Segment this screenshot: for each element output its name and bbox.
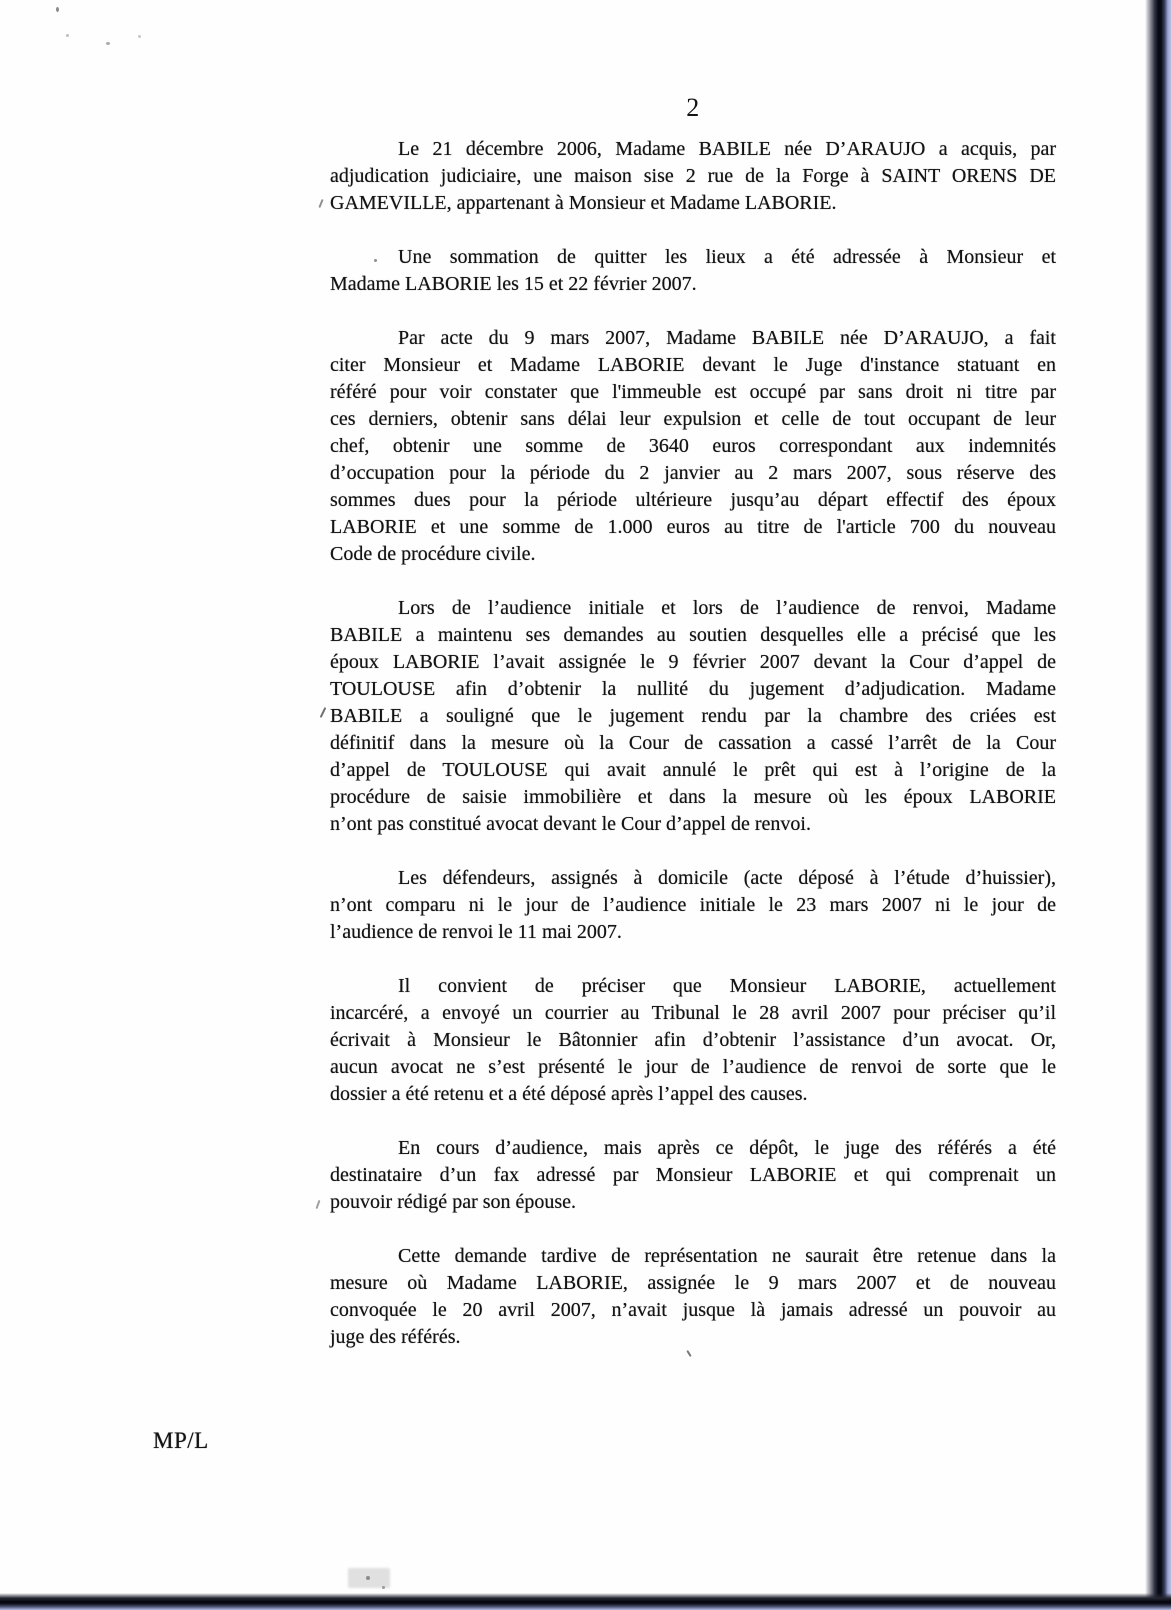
text-line: Lors de l’audience initiale et lors de l’audience de renvoi, Madame xyxy=(398,597,1056,619)
page-number: 2 xyxy=(686,93,700,122)
paragraph xyxy=(330,1135,1056,1216)
text-line: d’occupation pour la période du 2 janvier au 2 mars 2007, sous réserve des xyxy=(330,462,1056,484)
text-line: d’appel de TOULOUSE qui avait annulé le prêt qui est à l’origine de la xyxy=(330,759,1056,781)
text-line: aucun avocat ne s’est présenté le jour de l’audience de renvoi de sorte que le xyxy=(330,1056,1056,1078)
text-line: ces derniers, obtenir sans délai leur expulsion et celle de tout occupant de leur xyxy=(330,408,1056,430)
text-line: BABILE a maintenu ses demandes au soutien desquelles elle a précisé que les xyxy=(330,624,1056,646)
paragraph xyxy=(330,325,1056,568)
text-line: n’ont pas constitué avocat devant le Cour d’appel de renvoi. xyxy=(330,813,811,835)
text-line: mesure où Madame LABORIE, assignée le 9 mars 2007 et de nouveau xyxy=(330,1272,1056,1294)
scan-artifact xyxy=(348,1568,390,1588)
scan-artifact xyxy=(106,42,110,45)
text-line: pouvoir rédigé par son épouse. xyxy=(330,1191,577,1213)
scan-artifact xyxy=(382,1586,385,1589)
paragraph xyxy=(330,244,1056,298)
text-line: Cette demande tardive de représentation ne saurait être retenue dans la xyxy=(398,1245,1056,1267)
text-line: Les défendeurs, assignés à domicile (acte déposé à l’étude d’huissier), xyxy=(398,867,1056,889)
paragraph xyxy=(330,973,1056,1108)
text-line: Madame LABORIE les 15 et 22 février 2007. xyxy=(330,273,697,295)
text-line: chef, obtenir une somme de 3640 euros correspondant aux indemnités xyxy=(330,435,1056,457)
paragraph xyxy=(330,865,1056,946)
text-line: dossier a été retenu et a été déposé après l’appel des causes. xyxy=(330,1083,808,1105)
text-line: Par acte du 9 mars 2007, Madame BABILE née D’ARAUJO, a fait xyxy=(398,327,1056,349)
paragraph xyxy=(330,136,1056,217)
text-line: référé pour voir constater que l'immeuble est occupé par sans droit ni titre par xyxy=(330,381,1056,403)
text-line: GAMEVILLE, appartenant à Monsieur et Madame LABORIE. xyxy=(330,192,837,214)
text-line: destinataire d’un fax adressé par Monsieur LABORIE et qui comprenait un xyxy=(330,1164,1056,1186)
text-line: sommes dues pour la période ultérieure jusqu’au départ effectif des époux xyxy=(330,489,1056,511)
scan-artifact xyxy=(66,34,69,37)
text-line: En cours d’audience, mais après ce dépôt, le juge des référés a été xyxy=(398,1137,1056,1159)
text-line: Il convient de préciser que Monsieur LABORIE, actuellement xyxy=(398,975,1056,997)
text-line: convoquée le 20 avril 2007, n’avait jusque là jamais adressé un pouvoir au xyxy=(330,1299,1056,1321)
text-line: BABILE a souligné que le jugement rendu par la chambre des criées est xyxy=(330,705,1056,727)
text-line: n’ont comparu ni le jour de l’audience initiale le 23 mars 2007 ni le jour de xyxy=(330,894,1056,916)
paragraph xyxy=(330,595,1056,838)
scan-artifact xyxy=(366,1576,370,1580)
scan-artifact xyxy=(138,35,141,38)
page-body xyxy=(330,93,1056,1378)
scan-artifact xyxy=(316,1200,321,1209)
text-line: adjudication judiciaire, une maison sise 2 rue de la Forge à SAINT ORENS DE xyxy=(330,165,1056,187)
text-line: juge des référés. xyxy=(330,1326,461,1348)
scan-artifact xyxy=(320,707,327,718)
scan-artifact xyxy=(56,7,59,12)
text-line: l’audience de renvoi le 11 mai 2007. xyxy=(330,921,622,943)
footer-initials: MP/L xyxy=(153,1428,209,1453)
text-line: Code de procédure civile. xyxy=(330,543,536,565)
paragraph xyxy=(330,1243,1056,1351)
scan-edge-right xyxy=(1145,0,1171,1610)
text-line: écrivait à Monsieur le Bâtonnier afin d’obtenir l’assistance d’un avocat. Or, xyxy=(330,1029,1056,1051)
text-line: Le 21 décembre 2006, Madame BABILE née D’ARAUJO a acquis, par xyxy=(398,138,1056,160)
scan-artifact xyxy=(318,199,323,208)
text-line: Une sommation de quitter les lieux a été adressée à Monsieur et xyxy=(398,246,1056,268)
text-line: citer Monsieur et Madame LABORIE devant le Juge d'instance statuant en xyxy=(330,354,1056,376)
text-line: définitif dans la mesure où la Cour de cassation a cassé l’arrêt de la Cour xyxy=(330,732,1056,754)
text-line: LABORIE et une somme de 1.000 euros au titre de l'article 700 du nouveau xyxy=(330,516,1056,538)
text-line: procédure de saisie immobilière et dans la mesure où les époux LABORIE xyxy=(330,786,1056,808)
scan-edge-bottom xyxy=(0,1593,1171,1610)
text-line: TOULOUSE afin d’obtenir la nullité du jugement d’adjudication. Madame xyxy=(330,678,1056,700)
text-line: époux LABORIE l’avait assignée le 9 février 2007 devant la Cour d’appel de xyxy=(330,651,1056,673)
text-line: incarcéré, a envoyé un courrier au Tribunal le 28 avril 2007 pour préciser qu’il xyxy=(330,1002,1056,1024)
